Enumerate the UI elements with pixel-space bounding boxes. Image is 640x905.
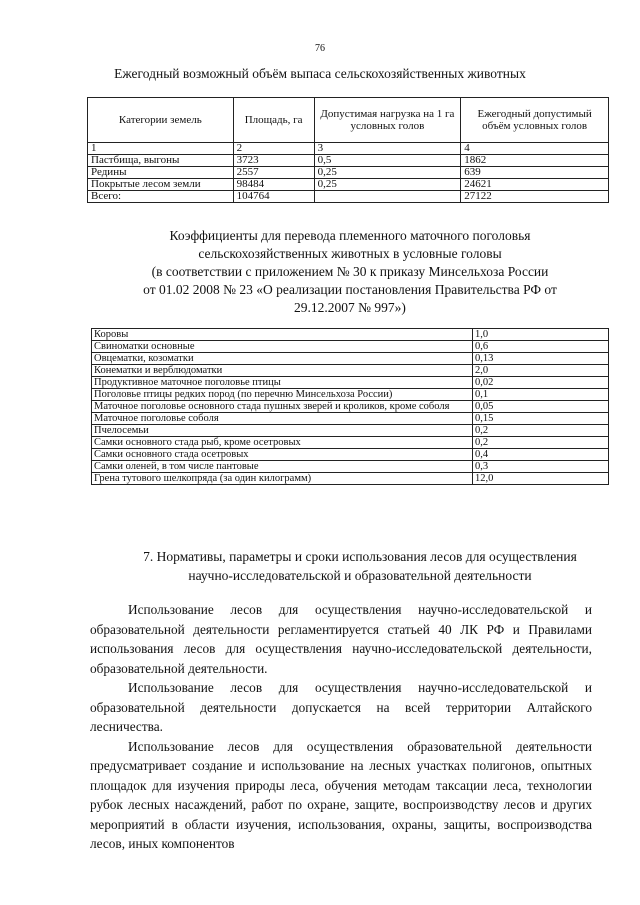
title-line: (в соответствии с приложением № 30 к приказу Минсельхоза России: [151, 264, 549, 279]
heading-line: 7. Нормативы, параметры и сроки использования лесов для осуществления: [143, 549, 577, 564]
table-cell: Конематки и верблюдоматки: [92, 365, 473, 377]
table-row: [92, 389, 609, 401]
table-cell: 0,15: [473, 413, 609, 425]
table-row: [92, 365, 609, 377]
table-cell: Маточное поголовье основного стада пушных зверей и кроликов, кроме соболя: [92, 401, 473, 413]
table-row: [88, 167, 609, 179]
table-total-row: [88, 191, 609, 203]
table-cell: 0,2: [473, 425, 609, 437]
table-cell: [314, 191, 461, 203]
table-cell: 12,0: [473, 473, 609, 485]
table2-title: [90, 227, 610, 317]
table-cell: Свиноматки основные: [92, 341, 473, 353]
table-cell: 1: [88, 143, 234, 155]
table-cell: Овцематки, козоматки: [92, 353, 473, 365]
table-cell: Продуктивное маточное поголовье птицы: [92, 377, 473, 389]
grazing-table: [87, 97, 609, 203]
table-cell: 27122: [461, 191, 609, 203]
table-cell: 0,25: [314, 167, 461, 179]
title-line: от 01.02 2008 № 23 «О реализации постановления Правительства РФ от: [143, 282, 557, 297]
table-cell: 3: [314, 143, 461, 155]
table-cell: Самки оленей, в том числе пантовые: [92, 461, 473, 473]
table-row: [92, 353, 609, 365]
page-number: 76: [315, 43, 325, 54]
title-line: 29.12.2007 № 997»): [294, 300, 406, 315]
table-row: [88, 155, 609, 167]
table-cell: 0,05: [473, 401, 609, 413]
table-cell: 24621: [461, 179, 609, 191]
table-cell: Пчелосемьи: [92, 425, 473, 437]
section-body: [90, 600, 592, 854]
heading-line: научно-исследовательской и образовательной деятельности: [188, 568, 532, 583]
paragraph: Использование лесов для осуществления научно-исследовательской и образовательной деятельности регламентируется статьей 40 ЛК РФ и Правилами использования лесов для осуществления научно-исследовательской деятельности, образовательной деятельности.: [90, 602, 592, 676]
table-cell: Покрытые лесом земли: [88, 179, 234, 191]
table-cell: 0,1: [473, 389, 609, 401]
column-number-row: [88, 143, 609, 155]
table-row: [92, 401, 609, 413]
table-cell: 98484: [233, 179, 314, 191]
table-row: [92, 461, 609, 473]
table-cell: 0,25: [314, 179, 461, 191]
table-cell: 2557: [233, 167, 314, 179]
table-cell: 2,0: [473, 365, 609, 377]
table-row: [92, 425, 609, 437]
table-cell: 0,2: [473, 437, 609, 449]
table-row: [92, 341, 609, 353]
table-row: [92, 437, 609, 449]
paragraph: Использование лесов для осуществления научно-исследовательской и образовательной деятельности допускается на всей территории Алтайского лесничества.: [90, 680, 592, 734]
table1-title: Ежегодный возможный объём выпаса сельскохозяйственных животных: [114, 66, 526, 81]
table-cell: 2: [233, 143, 314, 155]
table-row: [92, 413, 609, 425]
table-row: [92, 377, 609, 389]
table-cell: Поголовье птицы редких пород (по перечню Минсельхоза России): [92, 389, 473, 401]
table-cell: Маточное поголовье соболя: [92, 413, 473, 425]
table-cell: Коровы: [92, 329, 473, 341]
table-cell: 3723: [233, 155, 314, 167]
table-cell: 1,0: [473, 329, 609, 341]
table-cell: Самки основного стада осетровых: [92, 449, 473, 461]
section-heading: [120, 547, 600, 585]
table-header-row: [88, 98, 609, 143]
header-cell: Площадь, га: [233, 98, 314, 143]
table-row: [92, 449, 609, 461]
table-cell: Пастбища, выгоны: [88, 155, 234, 167]
table-cell: 639: [461, 167, 609, 179]
table-cell: 1862: [461, 155, 609, 167]
table-cell: 0,4: [473, 449, 609, 461]
table-cell: 104764: [233, 191, 314, 203]
title-line: Коэффициенты для перевода племенного маточного поголовья: [169, 228, 531, 243]
table-cell: Самки основного стада рыб, кроме осетровых: [92, 437, 473, 449]
table-cell: 0,02: [473, 377, 609, 389]
table-cell: 0,5: [314, 155, 461, 167]
table-cell: Грена тутового шелкопряда (за один килограмм): [92, 473, 473, 485]
header-cell: Категории земель: [88, 98, 234, 143]
table-cell: 0,13: [473, 353, 609, 365]
table-cell: Всего:: [88, 191, 234, 203]
table-cell: Редины: [88, 167, 234, 179]
paragraph: Использование лесов для осуществления образовательной деятельности предусматривает создание и использование на лесных участках полигонов, опытных площадок для изучения природы леса, обучения методам таксации леса, технологии рубок лесных насаждений, работ по охране, защите, воспроизводству лесов и других мероприятий в области изучения, использования, охраны, защиты, воспроизводства лесов, иных компонентов: [90, 738, 592, 851]
table-cell: 0,6: [473, 341, 609, 353]
coefficients-table: [91, 328, 609, 485]
table-row: [92, 329, 609, 341]
header-cell: Ежегодный допустимый объём условных голов: [461, 98, 609, 143]
table-cell: 4: [461, 143, 609, 155]
header-cell: Допустимая нагрузка на 1 га условных голов: [314, 98, 461, 143]
table-row: [92, 473, 609, 485]
table-cell: 0,3: [473, 461, 609, 473]
title-line: сельскохозяйственных животных в условные головы: [198, 246, 502, 261]
table-row: [88, 179, 609, 191]
